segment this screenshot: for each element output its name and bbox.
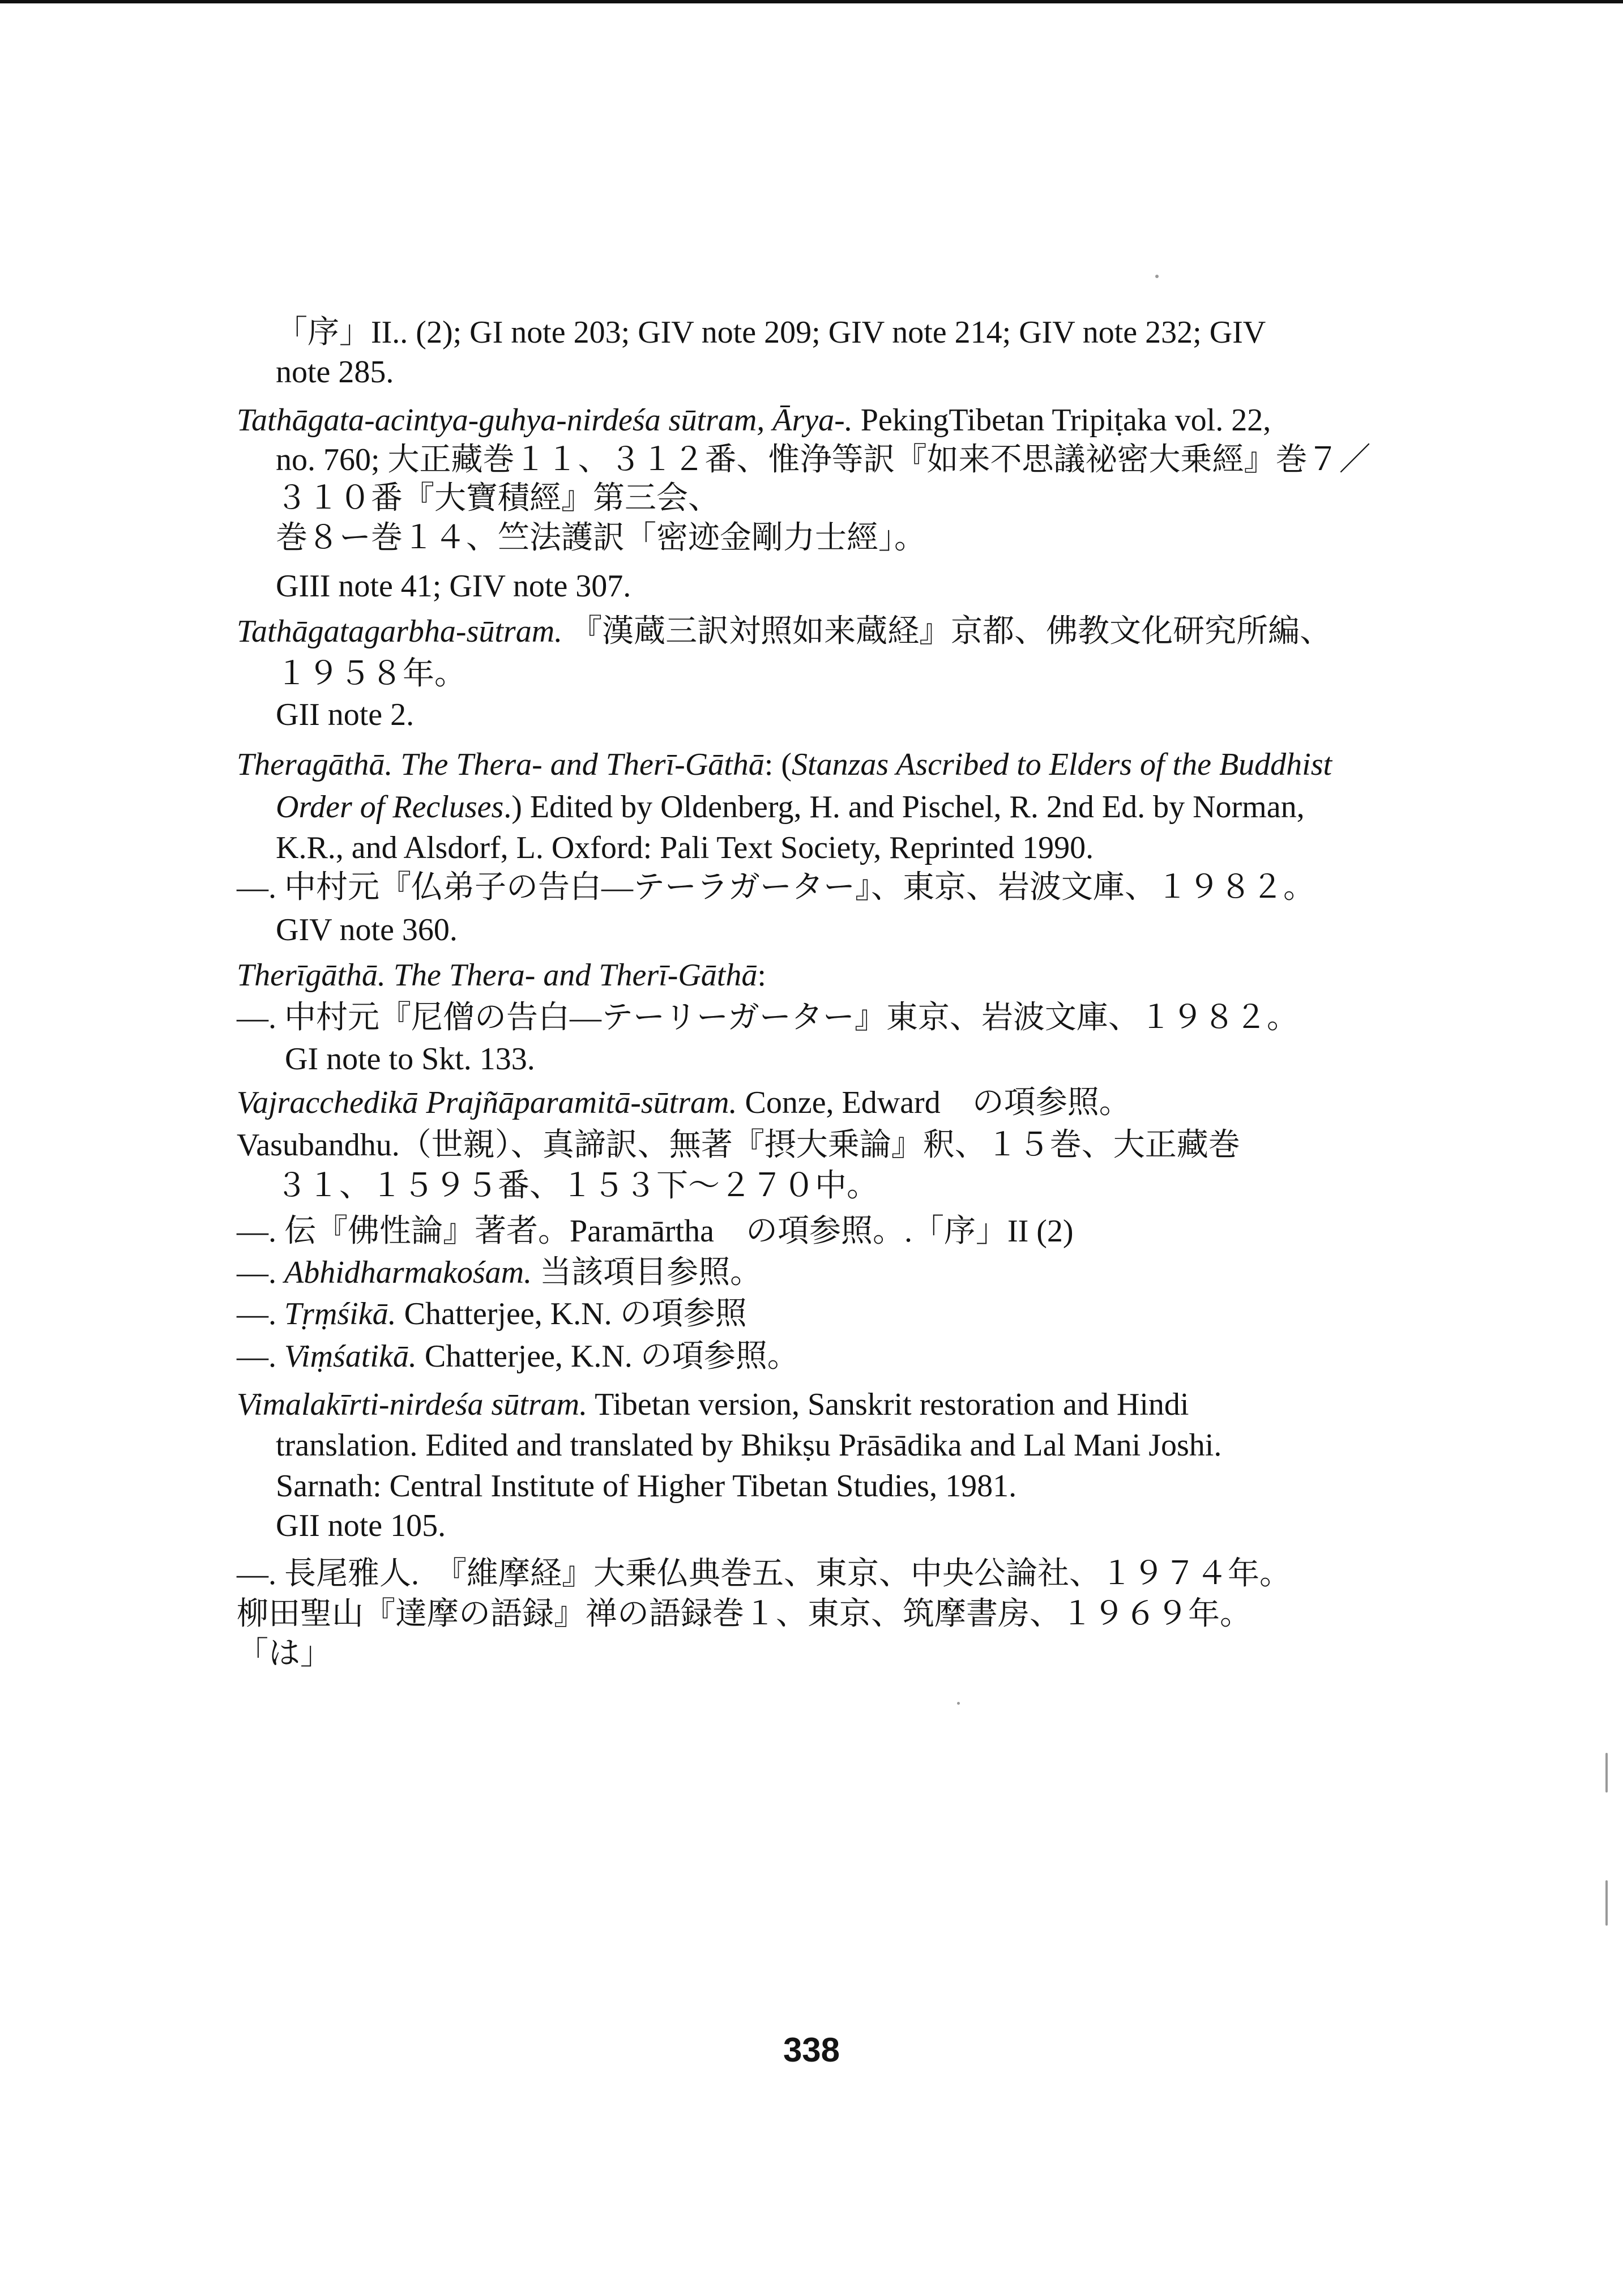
text-run: GIII note 41; GIV note 307. bbox=[276, 569, 631, 604]
italic-title: Tathāgata-acintya-guhya-nirdeśa sūtram, Ārya-. bbox=[237, 403, 853, 438]
italic-title: Tṛṃśikā. bbox=[284, 1296, 396, 1331]
text-run: １９５８年。 bbox=[276, 656, 466, 692]
entry-line bbox=[276, 1168, 878, 1204]
text-run: translation. Edited and translated by Bhikṣu Prāsādika and Lal Mani Joshi. bbox=[276, 1428, 1222, 1463]
text-run: Chatterjee, K.N. の項参照。 bbox=[416, 1339, 799, 1374]
entry-line bbox=[237, 869, 1315, 906]
text-run: Chatterjee, K.N. の項参照 bbox=[396, 1296, 747, 1331]
text-run: PekingTibetan Tripiṭaka vol. 22, bbox=[852, 403, 1271, 438]
text-run: GII note 105. bbox=[276, 1508, 446, 1543]
text-run: —. 伝『佛性論』著者。Paramārtha の項参照。.「序」II (2) bbox=[237, 1214, 1074, 1249]
italic-title: Abhidharmakośam. bbox=[284, 1255, 532, 1290]
entry-line bbox=[237, 1127, 1240, 1163]
entry-line bbox=[276, 520, 926, 556]
entry-line bbox=[276, 830, 1094, 866]
italic-title: Tathāgatagarbha-sūtram. bbox=[237, 614, 563, 649]
text-run: —. bbox=[237, 1296, 284, 1331]
page-number: 338 bbox=[783, 2031, 840, 2069]
text-run: —. 中村元『尼僧の告白—テーリーガーター』東京、岩波文庫、１９８２。 bbox=[237, 1000, 1299, 1035]
text-run: GI note to Skt. 133. bbox=[285, 1042, 535, 1077]
scan-speck bbox=[1605, 1753, 1608, 1793]
italic-title: Vimalakīrti-nirdeśa sūtram. bbox=[237, 1387, 588, 1422]
entry-line bbox=[276, 314, 1266, 351]
entry-line bbox=[237, 1085, 1131, 1121]
text-run: : ( bbox=[764, 747, 792, 782]
scan-speck bbox=[957, 1702, 960, 1705]
text-run: 「序」II.. (2); GI note 203; GIV note 209; GIV note 214; GIV note 232; GIV bbox=[276, 315, 1266, 350]
entry-line bbox=[237, 1254, 762, 1291]
text-run: —. 中村元『仏弟子の告白—テーラガーター』、東京、岩波文庫、１９８２。 bbox=[237, 870, 1315, 905]
italic-title: Viṃśatikā. bbox=[284, 1339, 417, 1374]
text-run: —. bbox=[237, 1255, 284, 1290]
italic-title: Vajracchedikā Prajñāparamitā-sūtram. bbox=[237, 1085, 737, 1120]
text-run: .) Edited by Oldenberg, H. and Pischel, R. 2nd Ed. by Norman, bbox=[503, 789, 1305, 825]
text-run: Sarnath: Central Institute of Higher Tibetan Studies, 1981. bbox=[276, 1469, 1017, 1504]
scan-speck bbox=[1155, 275, 1159, 278]
entry-line bbox=[276, 789, 1305, 825]
text-run: —. 長尾雅人. 『維摩経』大乗仏典巻五、東京、中央公論社、１９７４年。 bbox=[237, 1556, 1291, 1591]
text-run: GII note 2. bbox=[276, 697, 415, 732]
entry-line bbox=[276, 480, 720, 517]
entry-line bbox=[237, 957, 766, 993]
entry-line bbox=[276, 568, 631, 604]
text-run: —. bbox=[237, 1339, 284, 1374]
text-run: ３１、１５９５番、１５３下～２７０中。 bbox=[276, 1168, 878, 1204]
entry-line bbox=[237, 1213, 1074, 1249]
text-run: Tibetan version, Sanskrit restoration and Hindi bbox=[587, 1387, 1189, 1422]
entry-line bbox=[237, 1386, 1189, 1423]
italic-title: Order of Recluses bbox=[276, 789, 504, 825]
italic-title: Therīgāthā. The Thera- and Therī-Gāthā bbox=[237, 958, 758, 993]
entry-line bbox=[276, 1508, 446, 1544]
entry-line bbox=[237, 613, 1331, 650]
text-run: no. 760; 大正藏巻１１、３１２番、惟浄等訳『如来不思議祕密大乗經』巻７／ bbox=[276, 442, 1371, 477]
text-run: Vasubandhu.（世親）、真諦訳、無著『摂大乗論』釈、１５巻、大正藏巻 bbox=[237, 1128, 1240, 1163]
entry-line bbox=[276, 656, 466, 692]
italic-title: Theragāthā. The Thera- and Therī-Gāthā bbox=[237, 747, 764, 782]
entry-line bbox=[276, 1468, 1016, 1504]
italic-title: Stanzas Ascribed to Elders of the Buddhist bbox=[792, 747, 1332, 782]
scan-speck bbox=[1605, 1880, 1608, 1926]
entry-line bbox=[276, 442, 1371, 478]
entry-line bbox=[237, 746, 1332, 783]
text-run: note 285. bbox=[276, 355, 394, 390]
text-run: ３１０番『大寶積經』第三会、 bbox=[276, 481, 720, 516]
text-run: 「は」 bbox=[237, 1636, 332, 1671]
text-run: 巻８ー巻１４、竺法護訳「密迹金剛力士經」。 bbox=[276, 520, 926, 556]
text-run: : bbox=[757, 958, 766, 993]
entry-line bbox=[237, 1596, 1252, 1632]
entry-line bbox=[237, 1556, 1291, 1592]
entry-line bbox=[276, 697, 414, 733]
text-run: 『漢蔵三訳対照如来蔵経』京都、佛教文化研究所編、 bbox=[562, 614, 1332, 649]
entry-line bbox=[237, 1636, 332, 1672]
entry-line bbox=[276, 912, 458, 948]
text-run: Conze, Edward の項参照。 bbox=[737, 1085, 1131, 1120]
entry-line bbox=[237, 1296, 747, 1332]
entry-line bbox=[237, 1338, 799, 1375]
text-run: GIV note 360. bbox=[276, 912, 458, 948]
text-run: 柳田聖山『達摩の語録』禅の語録巻１、東京、筑摩書房、１９６９年。 bbox=[237, 1597, 1252, 1632]
entry-line bbox=[237, 402, 1271, 438]
entry-line bbox=[285, 1041, 535, 1077]
entry-line bbox=[237, 1000, 1299, 1036]
text-run: 当該項目参照。 bbox=[532, 1255, 762, 1290]
entry-line bbox=[276, 354, 394, 390]
entry-line bbox=[276, 1427, 1221, 1463]
text-run: K.R., and Alsdorf, L. Oxford: Pali Text Society, Reprinted 1990. bbox=[276, 830, 1094, 865]
